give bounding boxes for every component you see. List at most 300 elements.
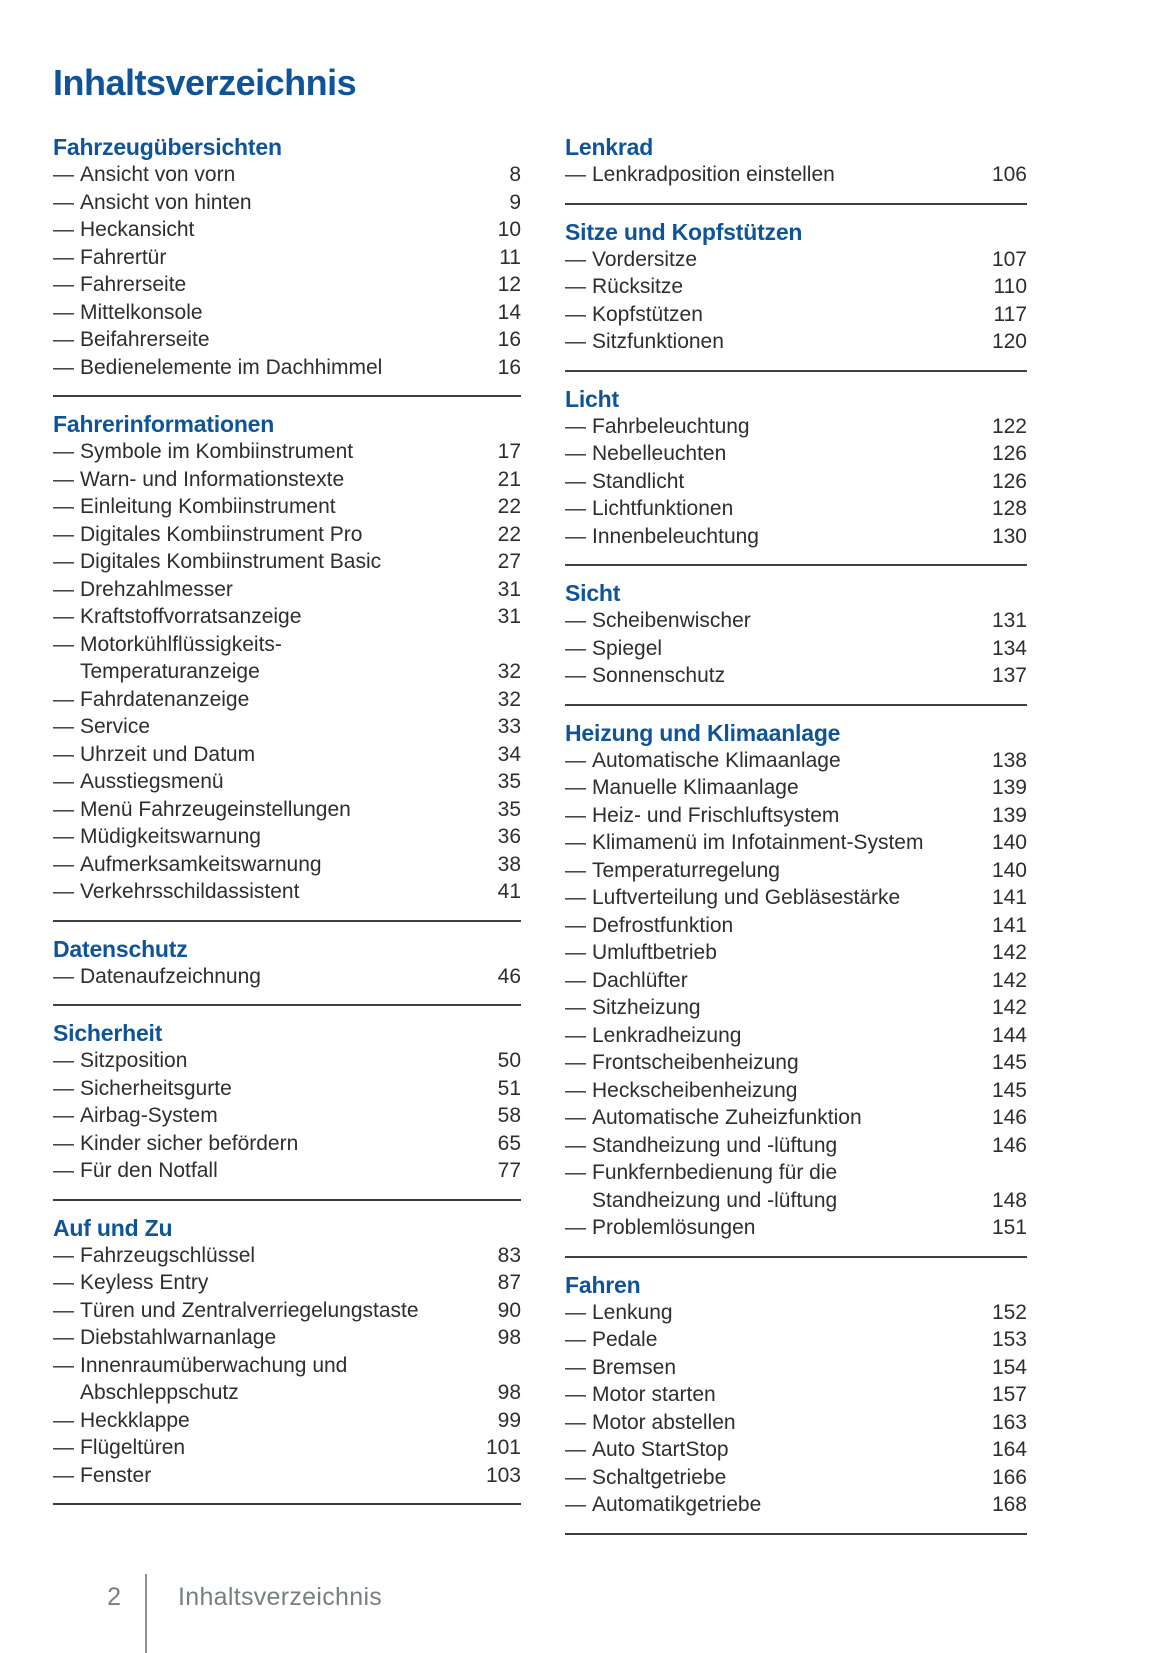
entry-dash: — [565, 609, 586, 632]
entry-label: — Automatikgetriebe [565, 1491, 984, 1519]
entry-dash: — [565, 1328, 586, 1351]
entry-dash: — [53, 577, 74, 601]
entry-dash: — [53, 1463, 74, 1487]
toc-entry [53, 1130, 521, 1158]
toc-entry [53, 576, 521, 604]
entry-label: — Beifahrerseite [53, 326, 490, 354]
entry-dash: — [53, 1076, 74, 1100]
entry-dash: — [565, 941, 586, 964]
entry-dash: — [565, 275, 586, 298]
toc-entry [565, 1464, 1027, 1492]
toc-entry [53, 271, 521, 299]
toc-entry [53, 878, 521, 906]
entry-label: — Automatische Zuheizfunktion [565, 1104, 984, 1132]
entry-label: — Pedale [565, 1326, 984, 1354]
entry-label: — Funkfernbedienung für die Standheizung und -lüftung [565, 1161, 838, 1212]
entry-label: — Problemlösungen [565, 1214, 984, 1242]
entry-page-number: 16 [497, 355, 521, 379]
entry-label: — Ansicht von vorn [53, 161, 501, 189]
entry-label: — Dachlüfter [565, 967, 984, 995]
entry-dash: — [565, 636, 586, 660]
entry-label: — Motorkühlflüssigkeits- Temperaturanzeige [53, 632, 282, 683]
entry-label: — Manuelle Klimaanlage [565, 774, 984, 802]
entry-dash: — [53, 273, 74, 296]
entry-dash: — [53, 825, 74, 848]
toc-section [53, 1019, 521, 1201]
entry-label: — Menü Fahrzeugeinstellungen [53, 796, 490, 824]
entry-dash: — [565, 330, 586, 353]
entry-page-number: 34 [497, 742, 521, 766]
entry-page-number: 117 [993, 302, 1027, 326]
entry-page-number: 22 [497, 522, 521, 546]
toc-entry [565, 1104, 1027, 1132]
entry-label: — Lenkung [565, 1299, 984, 1327]
entry-page-number: 77 [497, 1159, 521, 1182]
entry-dash: — [53, 852, 74, 876]
toc-entry [565, 1354, 1027, 1382]
entry-label: — Auto StartStop [565, 1436, 984, 1464]
entry-label: — Rücksitze [565, 273, 986, 301]
entry-page-number: 128 [991, 497, 1027, 520]
section-heading: Sitze und Kopfstützen [565, 218, 803, 245]
entry-page-number: 33 [497, 715, 521, 738]
entry-dash: — [53, 1049, 74, 1072]
entry-page-number: 31 [497, 577, 521, 601]
toc-column-1 [53, 133, 521, 1548]
section-heading: Auf und Zu [53, 1214, 173, 1241]
entry-dash: — [565, 803, 586, 827]
toc-entry [53, 521, 521, 549]
entry-page-number: 137 [991, 664, 1027, 687]
toc-columns [53, 133, 1027, 1548]
entry-page-number: 151 [991, 1216, 1027, 1239]
toc-section [565, 218, 1027, 372]
toc-entry [53, 1352, 521, 1407]
entry-page-number: 65 [497, 1131, 521, 1155]
entry-page-number: 157 [991, 1383, 1027, 1406]
toc-entry [53, 1075, 521, 1103]
entry-label: — Innenraumüberwachung und Abschleppschutz [53, 1353, 348, 1404]
entry-dash: — [53, 300, 74, 324]
toc-entry [565, 857, 1027, 885]
entry-label: — Ausstiegsmenü [53, 768, 490, 796]
toc-entry [53, 1157, 521, 1185]
toc-entry [565, 884, 1027, 912]
entry-label: — Frontscheibenheizung [565, 1049, 984, 1077]
toc-section [565, 1271, 1027, 1535]
toc-entry [53, 1462, 521, 1490]
entry-page-number: 35 [497, 770, 521, 793]
entry-page-number: 99 [497, 1408, 521, 1432]
entry-label: — Datenaufzeichnung [53, 963, 490, 991]
toc-section [565, 579, 1027, 706]
entry-page-number: 27 [497, 550, 521, 573]
entry-dash: — [53, 770, 74, 793]
entry-label: — Kinder sicher befördern [53, 1130, 490, 1158]
entry-label: — Keyless Entry [53, 1269, 490, 1297]
entry-dash: — [565, 1383, 586, 1406]
entry-page-number: 22 [497, 495, 521, 518]
toc-entry [53, 823, 521, 851]
entry-dash: — [53, 550, 74, 573]
entry-label: — Ansicht von hinten [53, 189, 501, 217]
entry-page-number: 142 [991, 968, 1027, 992]
toc-entry [53, 631, 521, 686]
toc-section [53, 133, 521, 397]
entry-dash: — [565, 776, 586, 799]
entry-dash: — [53, 163, 74, 186]
entry-page-number: 16 [497, 328, 521, 351]
entry-label: — Warn- und Informationstexte [53, 466, 490, 494]
entry-label: — Bremsen [565, 1354, 984, 1382]
entry-page-number: 164 [991, 1438, 1027, 1461]
toc-entry [53, 548, 521, 576]
entry-page-number: 9 [509, 190, 521, 214]
toc-entry [565, 1299, 1027, 1327]
entry-label: — Aufmerksamkeitswarnung [53, 851, 490, 879]
entry-page-number: 90 [497, 1298, 521, 1322]
entry-label: — Service [53, 713, 490, 741]
entry-page-number: 32 [497, 687, 521, 711]
section-heading: Licht [565, 385, 619, 412]
entry-label: — Nebelleuchten [565, 440, 984, 468]
entry-dash: — [565, 913, 586, 937]
entry-label: — Temperaturregelung [565, 857, 984, 885]
toc-entry [565, 994, 1027, 1022]
footer-section-label: Inhaltsverzeichnis [178, 1583, 383, 1611]
section-heading: Fahren [565, 1271, 641, 1298]
entry-page-number: 38 [497, 852, 521, 876]
toc-entry [53, 1434, 521, 1462]
entry-label: — Fahrzeugschlüssel [53, 1242, 490, 1270]
entry-page-number: 138 [991, 748, 1027, 772]
toc-entry [565, 1077, 1027, 1105]
entry-label: — Für den Notfall [53, 1157, 490, 1185]
entry-dash: — [565, 1216, 586, 1239]
entry-dash: — [53, 1298, 74, 1322]
toc-entry [53, 326, 521, 354]
entry-page-number: 141 [991, 913, 1027, 937]
entry-dash: — [53, 467, 74, 491]
entry-label: — Umluftbetrieb [565, 939, 984, 967]
entry-label: — Türen und Zentralverriegelungstaste [53, 1297, 490, 1325]
entry-label: — Vordersitze [565, 246, 984, 274]
entry-page-number: 154 [991, 1355, 1027, 1379]
entry-dash: — [53, 605, 74, 628]
entry-dash: — [53, 218, 74, 241]
toc-entry [53, 1269, 521, 1297]
toc-entry [565, 495, 1027, 523]
entry-page-number: 145 [991, 1051, 1027, 1074]
entry-label: — Airbag-System [53, 1102, 490, 1130]
entry-page-number: 101 [485, 1436, 521, 1459]
section-heading: Heizung und Klimaanlage [565, 719, 841, 746]
entry-label: — Mittelkonsole [53, 299, 490, 327]
entry-page-number: 142 [991, 996, 1027, 1019]
entry-page-number: 120 [991, 330, 1027, 353]
section-heading: Fahrzeugübersichten [53, 134, 282, 160]
toc-entry [53, 189, 521, 217]
toc-entry [53, 299, 521, 327]
entry-label: — Motor starten [565, 1381, 984, 1409]
entry-label: — Standlicht [565, 468, 984, 496]
entry-page-number: 145 [991, 1078, 1027, 1102]
entry-dash: — [565, 497, 586, 520]
entry-label: — Spiegel [565, 635, 984, 663]
entry-label: — Flügeltüren [53, 1434, 478, 1462]
entry-label: — Lenkradposition einstellen [565, 161, 984, 189]
entry-page-number: 11 [499, 245, 521, 269]
toc-entry [565, 246, 1027, 274]
entry-page-number: 168 [991, 1493, 1027, 1516]
toc-section [53, 1214, 521, 1506]
entry-page-number: 50 [497, 1049, 521, 1072]
toc-entry [53, 1242, 521, 1270]
entry-page-number: 35 [497, 797, 521, 821]
entry-label: — Automatische Klimaanlage [565, 747, 984, 775]
entry-page-number: 142 [991, 941, 1027, 964]
toc-entry [565, 523, 1027, 551]
toc-entry [53, 1297, 521, 1325]
entry-page-number: 166 [991, 1465, 1027, 1489]
entry-label: — Scheibenwischer [565, 607, 984, 635]
entry-label: — Sitzheizung [565, 994, 984, 1022]
entry-label: — Bedienelemente im Dachhimmel [53, 354, 490, 382]
entry-dash: — [53, 964, 74, 988]
entry-dash: — [53, 1408, 74, 1432]
entry-dash: — [565, 1465, 586, 1489]
entry-page-number: 134 [991, 636, 1027, 660]
entry-dash: — [565, 1438, 586, 1461]
toc-entry [565, 468, 1027, 496]
entry-label: — Standheizung und -lüftung [565, 1132, 984, 1160]
toc-entry [53, 1407, 521, 1435]
toc-entry [53, 603, 521, 631]
section-heading: Sicht [565, 580, 621, 606]
toc-entry [565, 301, 1027, 329]
entry-label: — Sonnenschutz [565, 662, 984, 690]
toc-entry [565, 1049, 1027, 1077]
toc-entry [565, 1159, 1027, 1214]
entry-page-number: 32 [497, 660, 521, 683]
entry-dash: — [53, 1131, 74, 1155]
toc-entry [53, 963, 521, 991]
toc-entry [53, 244, 521, 272]
entry-page-number: 131 [991, 609, 1027, 632]
toc-entry [53, 768, 521, 796]
entry-dash: — [565, 1355, 586, 1379]
entry-page-number: 107 [991, 247, 1027, 271]
toc-entry [565, 1326, 1027, 1354]
entry-page-number: 106 [991, 163, 1027, 186]
entry-label: — Drehzahlmesser [53, 576, 490, 604]
entry-dash: — [565, 442, 586, 465]
entry-dash: — [565, 886, 586, 909]
toc-section [53, 935, 521, 1007]
entry-page-number: 10 [497, 218, 521, 241]
entry-dash: — [53, 440, 74, 463]
entry-label: — Uhrzeit und Datum [53, 741, 490, 769]
entry-page-number: 46 [497, 964, 521, 988]
entry-page-number: 41 [497, 880, 521, 903]
toc-section [565, 385, 1027, 567]
entry-page-number: 139 [991, 776, 1027, 799]
entry-page-number: 146 [991, 1106, 1027, 1129]
entry-dash: — [565, 1106, 586, 1129]
entry-page-number: 130 [991, 524, 1027, 548]
toc-entry [565, 440, 1027, 468]
page-footer [53, 1574, 382, 1653]
toc-section [53, 410, 521, 922]
entry-dash: — [53, 880, 74, 903]
toc-entry [53, 741, 521, 769]
footer-divider [145, 1574, 147, 1653]
section-heading: Lenkrad [565, 134, 654, 160]
entry-dash: — [53, 1159, 74, 1182]
entry-dash: — [565, 996, 586, 1019]
entry-page-number: 51 [497, 1076, 521, 1100]
toc-entry [565, 1491, 1027, 1519]
entry-dash: — [53, 1104, 74, 1127]
toc-entry [565, 1214, 1027, 1242]
entry-label: — Kraftstoffvorratsanzeige [53, 603, 490, 631]
toc-entry [565, 774, 1027, 802]
entry-label: — Verkehrsschildassistent [53, 878, 490, 906]
toc-entry [565, 1409, 1027, 1437]
entry-dash: — [565, 524, 586, 548]
section-heading: Fahrerinformationen [53, 411, 275, 437]
entry-label: — Symbole im Kombiinstrument [53, 438, 490, 466]
entry-label: — Luftverteilung und Gebläsestärke [565, 884, 984, 912]
entry-page-number: 153 [991, 1328, 1027, 1351]
entry-dash: — [565, 1300, 586, 1324]
entry-label: — Heckansicht [53, 216, 490, 244]
toc-entry [565, 1132, 1027, 1160]
toc-entry [53, 1102, 521, 1130]
toc-entry [53, 466, 521, 494]
toc-column-2 [565, 133, 1027, 1548]
entry-page-number: 103 [485, 1463, 521, 1487]
entry-page-number: 126 [991, 469, 1027, 493]
entry-page-number: 126 [991, 442, 1027, 465]
entry-dash: — [565, 1161, 586, 1184]
entry-dash: — [53, 1243, 74, 1267]
toc-entry [565, 1436, 1027, 1464]
entry-dash: — [565, 664, 586, 687]
entry-dash: — [565, 414, 586, 438]
entry-page-number: 122 [991, 414, 1027, 438]
entry-label: — Sicherheitsgurte [53, 1075, 490, 1103]
toc-entry [565, 1381, 1027, 1409]
entry-label: — Digitales Kombiinstrument Pro [53, 521, 490, 549]
entry-dash: — [565, 1493, 586, 1516]
toc-section [565, 133, 1027, 205]
toc-section [565, 719, 1027, 1258]
entry-dash: — [53, 190, 74, 214]
entry-page-number: 148 [991, 1188, 1027, 1212]
entry-page-number: 146 [991, 1133, 1027, 1157]
entry-page-number: 163 [991, 1410, 1027, 1434]
entry-page-number: 141 [991, 886, 1027, 909]
entry-label: — Fahrerseite [53, 271, 490, 299]
entry-dash: — [53, 495, 74, 518]
toc-entry [53, 1047, 521, 1075]
entry-label: — Fahrertür [53, 244, 491, 272]
entry-label: — Heckscheibenheizung [565, 1077, 984, 1105]
entry-page-number: 140 [991, 831, 1027, 854]
entry-dash: — [565, 163, 586, 186]
entry-label: — Motor abstellen [565, 1409, 984, 1437]
entry-label: — Lenkradheizung [565, 1022, 984, 1050]
entry-label: — Kopfstützen [565, 301, 986, 329]
entry-label: — Innenbeleuchtung [565, 523, 984, 551]
entry-page-number: 110 [993, 275, 1027, 298]
entry-dash: — [53, 687, 74, 711]
entry-dash: — [53, 1436, 74, 1459]
entry-dash: — [53, 355, 74, 379]
entry-page-number: 21 [497, 467, 521, 491]
entry-page-number: 58 [497, 1104, 521, 1127]
entry-dash: — [53, 522, 74, 546]
toc-entry [565, 912, 1027, 940]
entry-dash: — [565, 1078, 586, 1102]
entry-label: — Schaltgetriebe [565, 1464, 984, 1492]
entry-label: — Diebstahlwarnanlage [53, 1324, 490, 1352]
entry-page-number: 83 [497, 1243, 521, 1267]
entry-label: — Einleitung Kombiinstrument [53, 493, 490, 521]
entry-dash: — [53, 632, 74, 656]
entry-label: — Digitales Kombiinstrument Basic [53, 548, 490, 576]
entry-dash: — [565, 858, 586, 882]
entry-dash: — [53, 797, 74, 821]
toc-entry [53, 1324, 521, 1352]
toc-entry [565, 413, 1027, 441]
section-heading: Datenschutz [53, 935, 188, 962]
toc-entry [53, 686, 521, 714]
entry-dash: — [565, 968, 586, 992]
entry-label: — Fahrbeleuchtung [565, 413, 984, 441]
entry-dash: — [565, 1133, 586, 1157]
toc-entry [565, 161, 1027, 189]
entry-dash: — [53, 1271, 74, 1294]
entry-dash: — [53, 742, 74, 766]
entry-page-number: 144 [991, 1023, 1027, 1047]
entry-page-number: 139 [991, 803, 1027, 827]
entry-dash: — [565, 1051, 586, 1074]
entry-dash: — [565, 1410, 586, 1434]
entry-page-number: 36 [497, 825, 521, 848]
toc-entry [565, 635, 1027, 663]
entry-dash: — [565, 247, 586, 271]
entry-dash: — [53, 1353, 74, 1377]
entry-label: — Fahrdatenanzeige [53, 686, 490, 714]
entry-page-number: 31 [497, 605, 521, 628]
entry-dash: — [565, 748, 586, 772]
toc-entry [565, 967, 1027, 995]
entry-dash: — [565, 469, 586, 493]
toc-entry [565, 1022, 1027, 1050]
entry-label: — Müdigkeitswarnung [53, 823, 490, 851]
toc-entry [53, 796, 521, 824]
entry-dash: — [565, 302, 586, 326]
entry-label: — Defrostfunktion [565, 912, 984, 940]
toc-entry [53, 851, 521, 879]
entry-page-number: 87 [497, 1271, 521, 1294]
toc-entry [565, 273, 1027, 301]
toc-entry [53, 354, 521, 382]
entry-page-number: 12 [497, 273, 521, 296]
toc-entry [565, 802, 1027, 830]
